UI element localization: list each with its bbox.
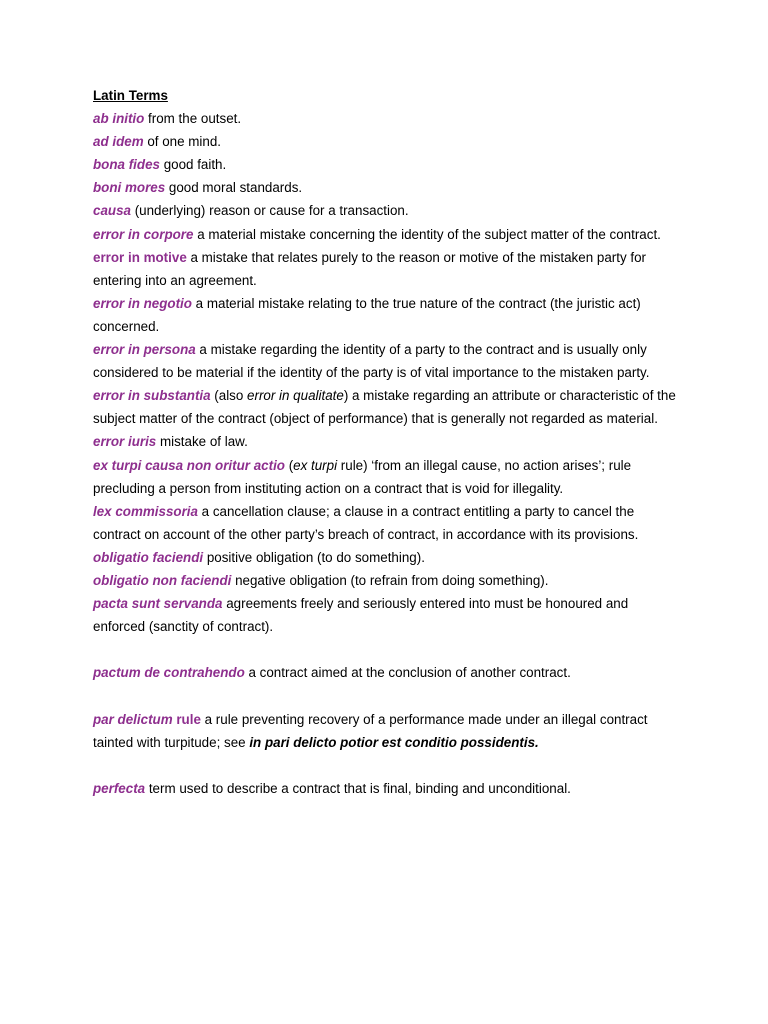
term: ad idem xyxy=(93,134,144,150)
page-title: Latin Terms xyxy=(93,88,168,103)
entry-bona-fides xyxy=(93,153,683,176)
entry-pacta-sunt-servanda xyxy=(93,592,683,638)
definition-part: rule) ‘from an illegal cause, no action arises’; rule precluding a person from instituting action on a contract that is void for illegality. xyxy=(93,457,632,496)
term: pacta sunt servanda xyxy=(93,596,223,612)
entry-ad-idem xyxy=(93,130,683,153)
entry-ab-initio xyxy=(93,107,683,130)
term: error iuris xyxy=(93,434,157,450)
term: error in persona xyxy=(93,342,196,358)
entry-causa xyxy=(93,199,683,222)
definition: from the outset. xyxy=(144,111,242,127)
entry-par-delictum xyxy=(93,708,683,754)
entry-lex-commissoria xyxy=(93,500,683,546)
definition-part: a rule preventing recovery of a performance made under an illegal contract tainted with turpitude; see xyxy=(93,711,648,750)
term: obligatio non faciendi xyxy=(93,572,232,588)
term: boni mores xyxy=(93,180,166,196)
entry-obligatio-faciendi xyxy=(93,546,683,569)
term: par delictum xyxy=(93,711,173,727)
term-suffix: rule xyxy=(172,711,201,727)
entry-boni-mores xyxy=(93,176,683,199)
definition: a mistake that relates purely to the reason or motive of the mistaken party for entering into an agreement. xyxy=(93,249,646,288)
definition-part: (also xyxy=(210,388,248,404)
entry-obligatio-non-faciendi xyxy=(93,569,683,592)
definition: positive obligation (to do something). xyxy=(203,549,425,565)
term: ex turpi causa non oritur actio xyxy=(93,457,285,473)
definition: term used to describe a contract that is final, binding and unconditional. xyxy=(145,780,571,796)
definition: a cancellation clause; a clause in a contract entitling a party to cancel the contract on account of the other party’s breach of contract, in accordance with its provisions. xyxy=(93,503,639,542)
definition: good faith. xyxy=(159,157,227,173)
entry-error-in-motive xyxy=(93,246,683,292)
entry-error-in-negotio xyxy=(93,292,683,338)
entry-error-iuris xyxy=(93,430,683,453)
definition: (underlying) reason or cause for a transaction. xyxy=(130,203,409,219)
definition: a contract aimed at the conclusion of another contract. xyxy=(244,665,571,681)
term: obligatio faciendi xyxy=(93,549,204,565)
definition-part: ( xyxy=(284,457,294,473)
definition-part: ) a mistake regarding an attribute or characteristic of the subject matter of the contract (object of performance) that is generally not regarded as material. xyxy=(93,388,676,427)
term: perfecta xyxy=(93,780,146,796)
entry-ex-turpi-causa xyxy=(93,454,683,500)
term: error in motive xyxy=(93,249,187,265)
term: ab initio xyxy=(93,111,145,127)
definition: of one mind. xyxy=(143,134,222,150)
term: causa xyxy=(93,203,131,219)
entry-pactum-de-contrahendo xyxy=(93,661,683,684)
term: bona fides xyxy=(93,157,160,173)
term: lex commissoria xyxy=(93,503,198,519)
entry-error-in-persona xyxy=(93,338,683,384)
document-page xyxy=(93,84,683,800)
definition-italic-term: ex turpi xyxy=(293,457,338,473)
term: error in substantia xyxy=(93,388,211,404)
definition-cross-reference: in pari delicto potior est conditio possidentis. xyxy=(249,734,539,750)
definition: a material mistake concerning the identity of the subject matter of the contract. xyxy=(193,226,661,242)
term: error in corpore xyxy=(93,226,194,242)
definition: mistake of law. xyxy=(156,434,248,450)
entry-error-in-corpore xyxy=(93,223,683,246)
definition: good moral standards. xyxy=(165,180,303,196)
definition: agreements freely and seriously entered into must be honoured and enforced (sanctity of contract). xyxy=(93,596,629,635)
term: error in negotio xyxy=(93,295,192,311)
definition: negative obligation (to refrain from doing something). xyxy=(231,572,549,588)
definition: a mistake regarding the identity of a party to the contract and is usually only considered to be material if the identity of the party is of vital importance to the mistaken party. xyxy=(93,342,650,381)
entry-perfecta xyxy=(93,777,683,800)
definition: a material mistake relating to the true nature of the contract (the juristic act) concerned. xyxy=(93,295,641,334)
entry-error-in-substantia xyxy=(93,384,683,430)
definition-italic-term: error in qualitate xyxy=(247,388,344,404)
term: pactum de contrahendo xyxy=(93,665,245,681)
